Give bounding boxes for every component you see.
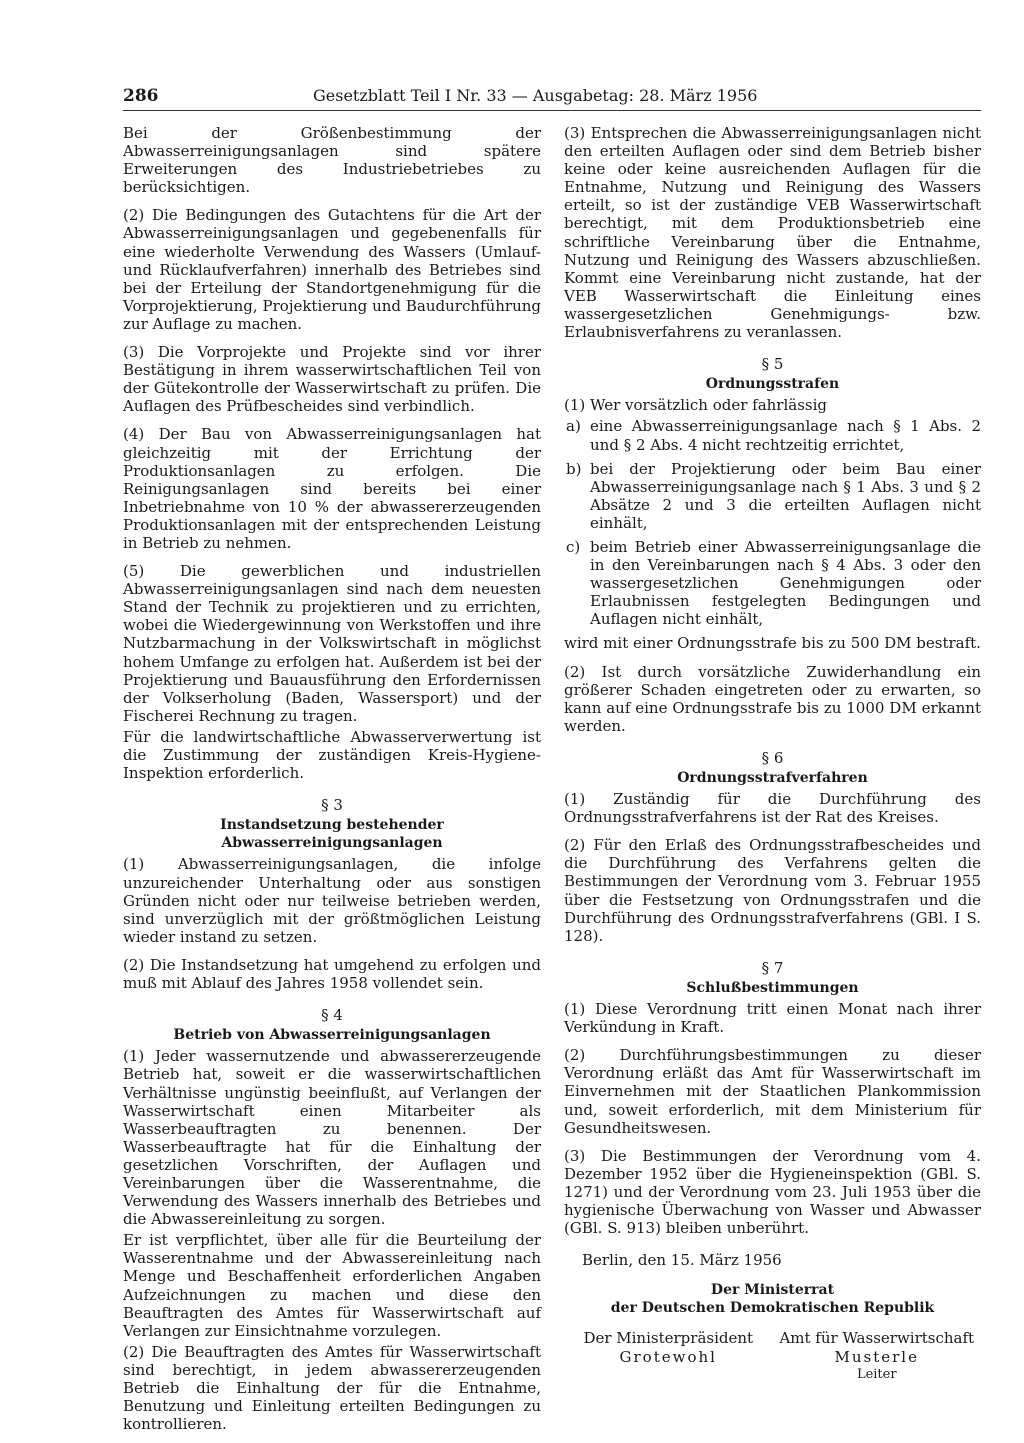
list-item-label: c) (566, 537, 581, 556)
paragraph: (2) Ist durch vorsätzliche Zuwiderhandlung ein größerer Schaden eingetreten oder zu erwarten, so kann auf eine Ordnungsstrafe bis zu 1000 DM erkannt werden. (564, 662, 981, 735)
paragraph: (1) Wer vorsätzlich oder fahrlässig (564, 396, 828, 415)
paragraph: (2) Für den Erlaß des Ordnungsstrafbescheides und die Durchführung des Verfahrens gelten die Bestimmungen der Verordnung vom 3. Februar 1955 über die Festsetzung von Ordnungsstrafen und die Durchführung des Ordnungsstrafverfahrens (GBl. I S. 128). (564, 836, 981, 945)
left-column (123, 124, 541, 1443)
place-date: Berlin, den 15. März 1956 (582, 1251, 782, 1270)
list-item (564, 538, 981, 628)
paragraph: Für die landwirtschaftliche Abwasserverwertung ist die Zustimmung der zuständigen Kreis-Hygiene-Inspektion erforderlich. (123, 727, 541, 783)
page-number: 286 (123, 86, 159, 106)
paragraph: wird mit einer Ordnungsstrafe bis zu 500 DM bestraft. (564, 634, 981, 653)
paragraph: (2) Die Instandsetzung hat umgehend zu erfolgen und muß mit Ablauf des Jahres 1958 vollendet sein. (123, 955, 541, 993)
paragraph: (3) Die Vorprojekte und Projekte sind vor ihrer Bestätigung in ihrem wasserwirtschaftlichen Teil von der Gütekontrolle der Wasserwirtschaft zu prüfen. Die Auflagen des Prüfbescheides sind verbindlich. (123, 343, 541, 416)
paragraph: (4) Der Bau von Abwasserreinigungsanlagen hat gleichzeitig mit der Errichtung der Produktionsanlagen zu erfolgen. Die Reinigungsanlagen sind bereits bei einer Inbetriebnahme von 10 % der abwassererzeugenden Produktionsanlagen mit der entsprechenden Leistung in Betrieb zu nehmen. (123, 425, 541, 552)
section-number: § 7 (761, 958, 784, 977)
section-title: Betrieb von Abwasserreinigungsanlagen (173, 1027, 491, 1044)
paragraph: (2) Die Beauftragten des Amtes für Wasserwirtschaft sind berechtigt, in jedem abwassererzeugenden Betrieb die Einhaltung der für die Entnahme, Benutzung und Einleitung erteilten Bedingungen zu kontrollieren. (123, 1342, 541, 1434)
signature-block (564, 1329, 981, 1383)
gazette-title: Gesetzblatt Teil I Nr. 33 — Ausgabetag: 28. März 1956 (313, 86, 758, 105)
paragraph: (2) Die Bedingungen des Gutachtens für die Art der Abwasserreinigungsanlagen und gegebenenfalls für eine wiederholte Verwendung des Wassers (Umlauf- und Rücklaufverfahren) innerhalb des Betriebes sind bei der Erteilung der Standortgenehmigung für die Vorprojektierung, Projektierung und Baudurchführung zur Auflage zu machen. (123, 206, 541, 333)
list-item (564, 417, 981, 453)
council-line-2: der Deutschen Demokratischen Republik (610, 1300, 935, 1317)
section-title: Ordnungsstrafen (705, 376, 840, 393)
paragraph: (1) Zuständig für die Durchführung des Ordnungsstrafverfahrens ist der Rat des Kreises. (564, 790, 981, 827)
page-header (123, 86, 981, 111)
paragraph: (1) Abwasserreinigungsanlagen, die infolge unzureichender Unterhaltung oder aus sonstigen Gründen nicht oder nur teilweise betrieben werden, sind unverzüglich mit der größtmöglichen Leistung wieder instand zu setzen. (123, 855, 541, 946)
list-item-label: a) (566, 417, 581, 436)
right-column (564, 124, 981, 1384)
section-number: § 6 (761, 748, 784, 767)
paragraph: (1) Diese Verordnung tritt einen Monat nach ihrer Verkündung in Kraft. (564, 1000, 981, 1037)
section-title: Ordnungsstrafverfahren (677, 770, 868, 786)
list-item-label: b) (566, 459, 582, 478)
list-item-text: bei der Projektierung oder beim Bau einer Abwasserreinigungsanlage nach § 1 Abs. 3 und § 2 Absätze 2 und 3 die erteilten Auflagen nicht einhält, (590, 459, 981, 532)
signatory-role: Amt für Wasserwirtschaft (779, 1329, 975, 1348)
section-title: Instandsetzung bestehender Abwasserreinigungsanlagen (220, 817, 444, 852)
signature-left (564, 1329, 773, 1383)
section-number: § 4 (321, 1006, 343, 1025)
section-title: Schlußbestimmungen (686, 979, 859, 996)
signature-right (773, 1329, 982, 1383)
section-number: § 3 (321, 796, 343, 815)
list-item (564, 460, 981, 532)
paragraph: Bei der Größenbestimmung der Abwasserreinigungsanlagen sind spätere Erweiterungen des Industriebetriebes zu berücksichtigen. (123, 124, 541, 197)
signatory-name: Musterle (834, 1347, 919, 1366)
paragraph: Er ist verpflichtet, über alle für die Beurteilung der Wasserentnahme und der Abwassereinleitung nach Menge und Beschaffenheit erforderlichen Angaben Aufzeichnungen zu machen und diese den Beauftragten des Amtes für Wasserwirtschaft auf Verlangen zur Einsichtnahme vorzulegen. (123, 1231, 541, 1340)
paragraph: (2) Durchführungsbestimmungen zu dieser Verordnung erläßt das Amt für Wasserwirtschaft im Einvernehmen mit der Staatlichen Plankommission und, soweit erforderlich, mit dem Ministerium für Gesundheitswesen. (564, 1046, 981, 1137)
paragraph: (3) Die Bestimmungen der Verordnung vom 4. Dezember 1952 über die Hygieneinspektion (GBl. S. 1271) und der Verordnung vom 23. Juli 1953 über die hygienische Überwachung von Wasser und Abwasser (GBl. S. 913) bleiben unberührt. (564, 1146, 981, 1238)
council-line-1: Der Ministerrat (710, 1282, 835, 1299)
signatory-role: Der Ministerpräsident (583, 1329, 754, 1348)
signatory-title: Leiter (856, 1366, 897, 1382)
section-number: § 5 (761, 355, 784, 374)
list-item-text: beim Betrieb einer Abwasserreinigungsanlage die in den Vereinbarungen nach § 4 Abs. 3 oder den wassergesetzlichen Genehmigungen oder Erlaubnissen festgelegten Bedingungen und Auflagen nicht einhält, (590, 537, 981, 629)
paragraph: (1) Jeder wassernutzende und abwassererzeugende Betrieb hat, soweit er die wasserwirtschaftlichen Verhältnisse ungünstig beeinflußt, auf Verlangen der Wasserwirtschaft einen Mitarbeiter als Wasserbeauftragten zu benennen. Der Wasserbeauftragte hat für die Einhaltung der gesetzlichen Vorschriften, der Auflagen und Vereinbarungen über die Wasserentnahme, die Verwendung des Wassers innerhalb des Betriebes und die Abwassereinleitung zu sorgen. (123, 1047, 541, 1229)
list-item-text: eine Abwasserreinigungsanlage nach § 1 Abs. 2 und § 2 Abs. 4 nicht rechtzeitig errichtet, (590, 417, 981, 454)
signatory-name: Grotewohl (619, 1347, 717, 1366)
paragraph: (5) Die gewerblichen und industriellen Abwasserreinigungsanlagen sind nach dem neuesten Stand der Technik zu projektieren und zu errichten, wobei die Wiedergewinnung von Werkstoffen und ihre Nutzbarmachung in der Volkswirtschaft in möglichst hohem Umfange zu erfolgen hat. Außerdem ist bei der Projektierung und Bauausführung den Erfordernissen der Volkserholung (Baden, Wassersport) und der Fischerei Rechnung zu tragen. (123, 562, 541, 725)
paragraph: (3) Entsprechen die Abwasserreinigungsanlagen nicht den erteilten Auflagen oder sind dem Betrieb bisher keine oder keine ausreichenden Auflagen für die Entnahme, Nutzung und Reinigung des Wassers erteilt, so ist der zuständige VEB Wasserwirtschaft berechtigt, mit dem Produktionsbetrieb eine schriftliche Vereinbarung über die Entnahme, Nutzung und Reinigung des Wassers abzuschließen. Kommt eine Vereinbarung nicht zustande, hat der VEB Wasserwirtschaft die Einleitung eines wassergesetzlichen Genehmigungs- bzw. Erlaubnisverfahrens zu veranlassen. (564, 124, 981, 342)
